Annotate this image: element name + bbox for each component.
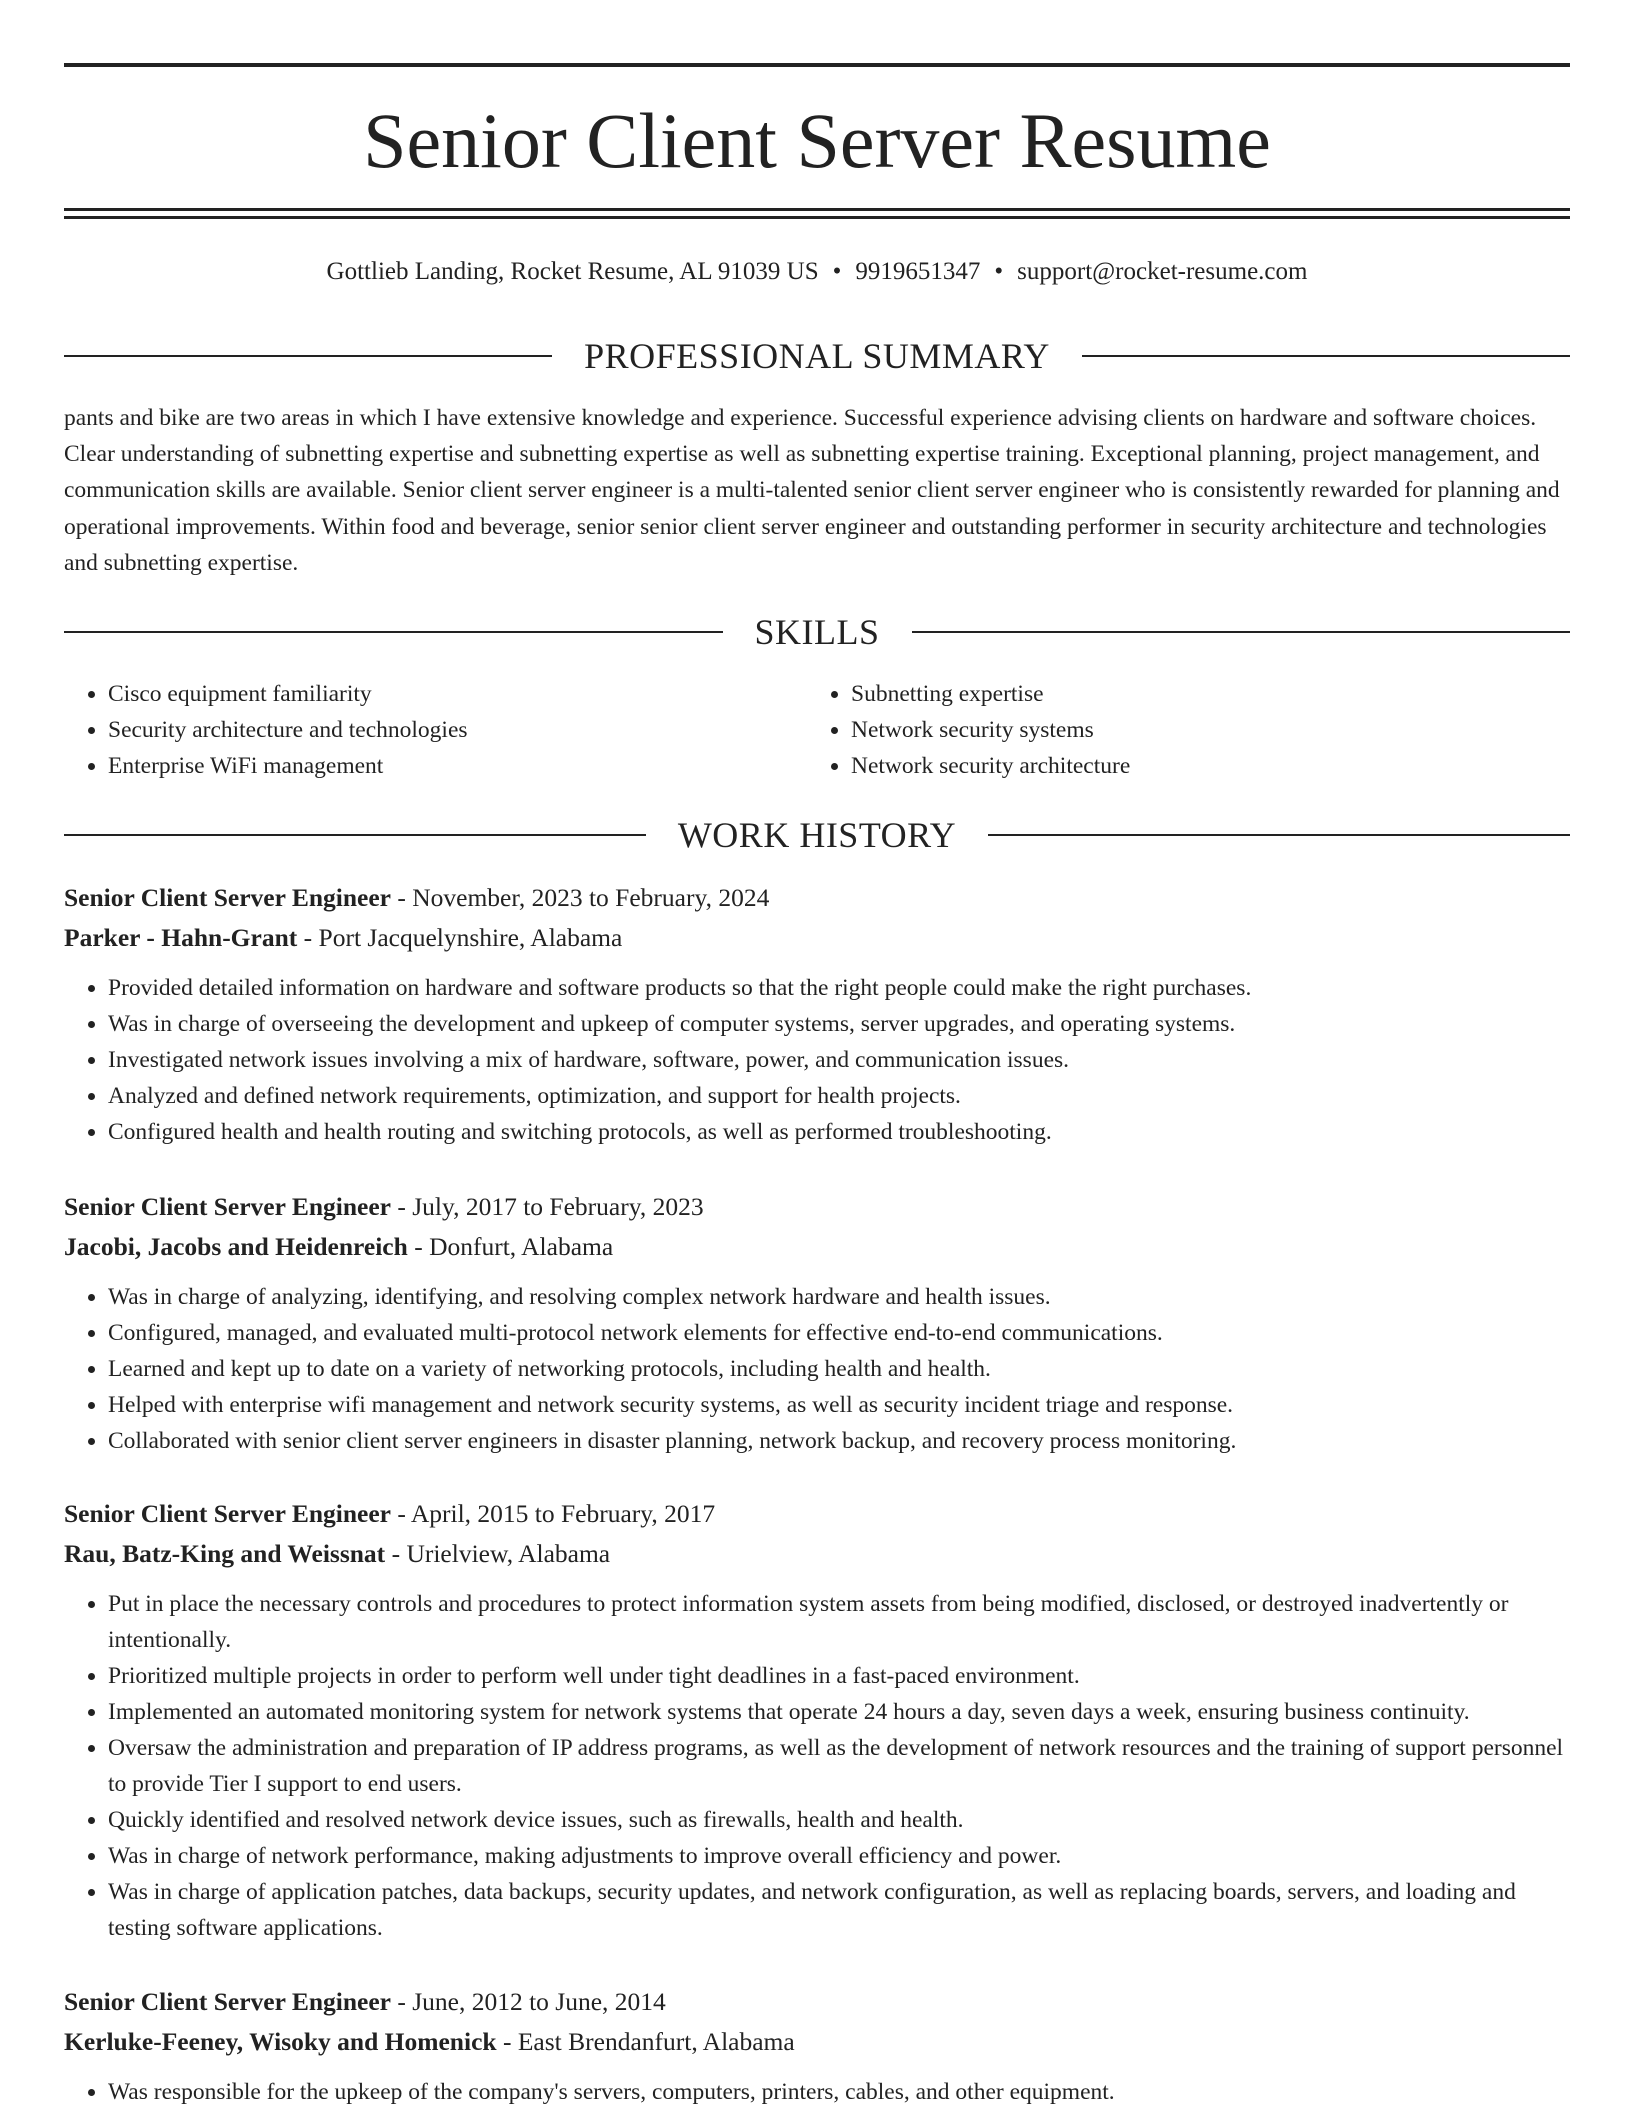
- job-bullet: • Quickly identified and resolved network device issues, such as firewalls, health and health.: [108, 1802, 1570, 1838]
- job-bullets: [64, 2074, 1570, 2110]
- job-bullet: • Was in charge of application patches, data backups, security updates, and network configuration, as well as replacing boards, servers, and loading and testing software applications.: [108, 1874, 1570, 1946]
- job-company: Parker - Hahn-Grant: [64, 923, 298, 952]
- job-title: Senior Client Server Engineer: [64, 1192, 391, 1221]
- job-bullets: [64, 970, 1570, 1150]
- job-bullet: • Investigated network issues involving a mix of hardware, software, power, and communication issues.: [108, 1042, 1570, 1078]
- skills-heading: [64, 610, 1570, 654]
- job-entry: [64, 1982, 1570, 2110]
- job-bullet: • Was in charge of overseeing the development and upkeep of computer systems, server upgrades, and operating systems.: [108, 1006, 1570, 1042]
- skill-item: • Network security architecture: [851, 748, 1570, 784]
- job-bullets: [64, 1586, 1570, 1946]
- heading-rule-left: [64, 631, 723, 633]
- job-company-line: [64, 2022, 1570, 2062]
- job-title: Senior Client Server Engineer: [64, 883, 391, 912]
- job-separator: -: [390, 1499, 411, 1528]
- job-bullet: • Put in place the necessary controls and procedures to protect information system assets from being modified, disclosed, or destroyed inadvertently or intentionally.: [108, 1586, 1570, 1658]
- work-history-heading: [64, 813, 1570, 857]
- job-bullet: • Was responsible for the upkeep of the company's servers, computers, printers, cables, and other equipment.: [108, 2074, 1570, 2110]
- job-title-line: [64, 1187, 1570, 1227]
- job-dates: July, 2017 to February, 2023: [412, 1192, 704, 1221]
- job-bullet: • Helped with enterprise wifi management and network security systems, as well as security incident triage and response.: [108, 1387, 1570, 1423]
- skill-item: • Network security systems: [851, 712, 1570, 748]
- title-rule-lower: [64, 216, 1570, 219]
- job-title-line: [64, 1982, 1570, 2022]
- job-company-line: [64, 1534, 1570, 1574]
- job-separator: -: [496, 2027, 518, 2056]
- heading-rule-right: [912, 631, 1571, 633]
- job-bullet: • Prioritized multiple projects in order to perform well under tight deadlines in a fast-paced environment.: [108, 1658, 1570, 1694]
- job-entry: [64, 1187, 1570, 1459]
- title-rule-upper: [64, 208, 1570, 211]
- job-separator: -: [390, 883, 413, 912]
- job-separator: -: [297, 923, 319, 952]
- job-title: Senior Client Server Engineer: [64, 1987, 391, 2016]
- job-bullet: • Configured, managed, and evaluated multi-protocol network elements for effective end-to-end communications.: [108, 1315, 1570, 1351]
- job-bullet: • Configured health and health routing and switching protocols, as well as performed troubleshooting.: [108, 1114, 1570, 1150]
- job-title-line: [64, 1494, 1570, 1534]
- work-history-heading-label: WORK HISTORY: [677, 815, 957, 855]
- job-dates: April, 2015 to February, 2017: [410, 1499, 716, 1528]
- job-company-line: [64, 1227, 1570, 1267]
- job-title: Senior Client Server Engineer: [64, 1499, 391, 1528]
- heading-rule-right: [988, 834, 1570, 836]
- contact-separator: •: [832, 258, 842, 285]
- contact-address: Gottlieb Landing, Rocket Resume, AL 91039 US: [326, 258, 819, 285]
- heading-rule-left: [64, 834, 646, 836]
- job-bullet: • Implemented an automated monitoring system for network systems that operate 24 hours a day, seven days a week, ensuring business continuity.: [108, 1694, 1570, 1730]
- skills-column-2: [807, 676, 1570, 784]
- contact-separator: •: [994, 258, 1004, 285]
- skill-item: • Cisco equipment familiarity: [108, 676, 807, 712]
- contact-phone: 9919651347: [855, 258, 981, 285]
- job-separator: -: [385, 1539, 407, 1568]
- skills-heading-label: SKILLS: [754, 612, 880, 652]
- heading-rule-left: [64, 355, 552, 357]
- job-entry: [64, 878, 1570, 1150]
- skill-item: • Subnetting expertise: [851, 676, 1570, 712]
- job-separator: -: [407, 1232, 430, 1261]
- job-location: East Brendanfurt, Alabama: [517, 2027, 795, 2056]
- job-bullet: • Oversaw the administration and preparation of IP address programs, as well as the development of network resources and the training of support personnel to provide Tier I support to end users.: [108, 1730, 1570, 1802]
- skills-list: [64, 676, 1570, 784]
- summary-heading-label: PROFESSIONAL SUMMARY: [584, 336, 1050, 376]
- job-location: Urielview, Alabama: [406, 1539, 611, 1568]
- contact-line: [64, 256, 1570, 288]
- job-separator: -: [390, 1192, 413, 1221]
- job-bullet: • Was in charge of network performance, making adjustments to improve overall efficiency and power.: [108, 1838, 1570, 1874]
- skill-item: • Enterprise WiFi management: [108, 748, 807, 784]
- job-company: Kerluke-Feeney, Wisoky and Homenick: [64, 2027, 497, 2056]
- job-bullet: • Provided detailed information on hardware and software products so that the right people could make the right purchases.: [108, 970, 1570, 1006]
- job-location: Port Jacquelynshire, Alabama: [318, 923, 623, 952]
- job-bullet: • Analyzed and defined network requirements, optimization, and support for health projects.: [108, 1078, 1570, 1114]
- skill-item: • Security architecture and technologies: [108, 712, 807, 748]
- job-company: Jacobi, Jacobs and Heidenreich: [64, 1232, 408, 1261]
- job-company: Rau, Batz-King and Weissnat: [64, 1539, 386, 1568]
- job-dates: June, 2012 to June, 2014: [412, 1987, 666, 2016]
- job-entry: [64, 1494, 1570, 1946]
- summary-text: pants and bike are two areas in which I have extensive knowledge and experience. Successful experience advising clients on hardware and software choices. Clear understanding of subnetting expertise and subnetting expertise as well as subnetting expertise training. Exceptional planning, project management, and communication skills are available. Senior client server engineer is a multi-talented senior client server engineer who is consistently rewarded for planning and operational improvements. Within food and beverage, senior senior client server engineer and outstanding performer in security architecture and technologies and subnetting expertise.: [64, 405, 1560, 576]
- heading-rule-right: [1082, 355, 1570, 357]
- job-location: Donfurt, Alabama: [429, 1232, 614, 1261]
- job-separator: -: [390, 1987, 413, 2016]
- contact-email: support@rocket-resume.com: [1017, 258, 1308, 285]
- skills-column-1: [64, 676, 807, 784]
- job-bullets: [64, 1279, 1570, 1459]
- job-bullet: • Learned and kept up to date on a variety of networking protocols, including health and health.: [108, 1351, 1570, 1387]
- job-company-line: [64, 918, 1570, 958]
- job-title-line: [64, 878, 1570, 918]
- top-rule: [64, 63, 1570, 67]
- resume-title: Senior Client Server Resume: [363, 97, 1271, 184]
- job-bullet: • Was in charge of analyzing, identifying, and resolving complex network hardware and health issues.: [108, 1279, 1570, 1315]
- summary-heading: [64, 334, 1570, 378]
- job-dates: November, 2023 to February, 2024: [412, 883, 770, 912]
- job-bullet: • Collaborated with senior client server engineers in disaster planning, network backup, and recovery process monitoring.: [108, 1423, 1570, 1459]
